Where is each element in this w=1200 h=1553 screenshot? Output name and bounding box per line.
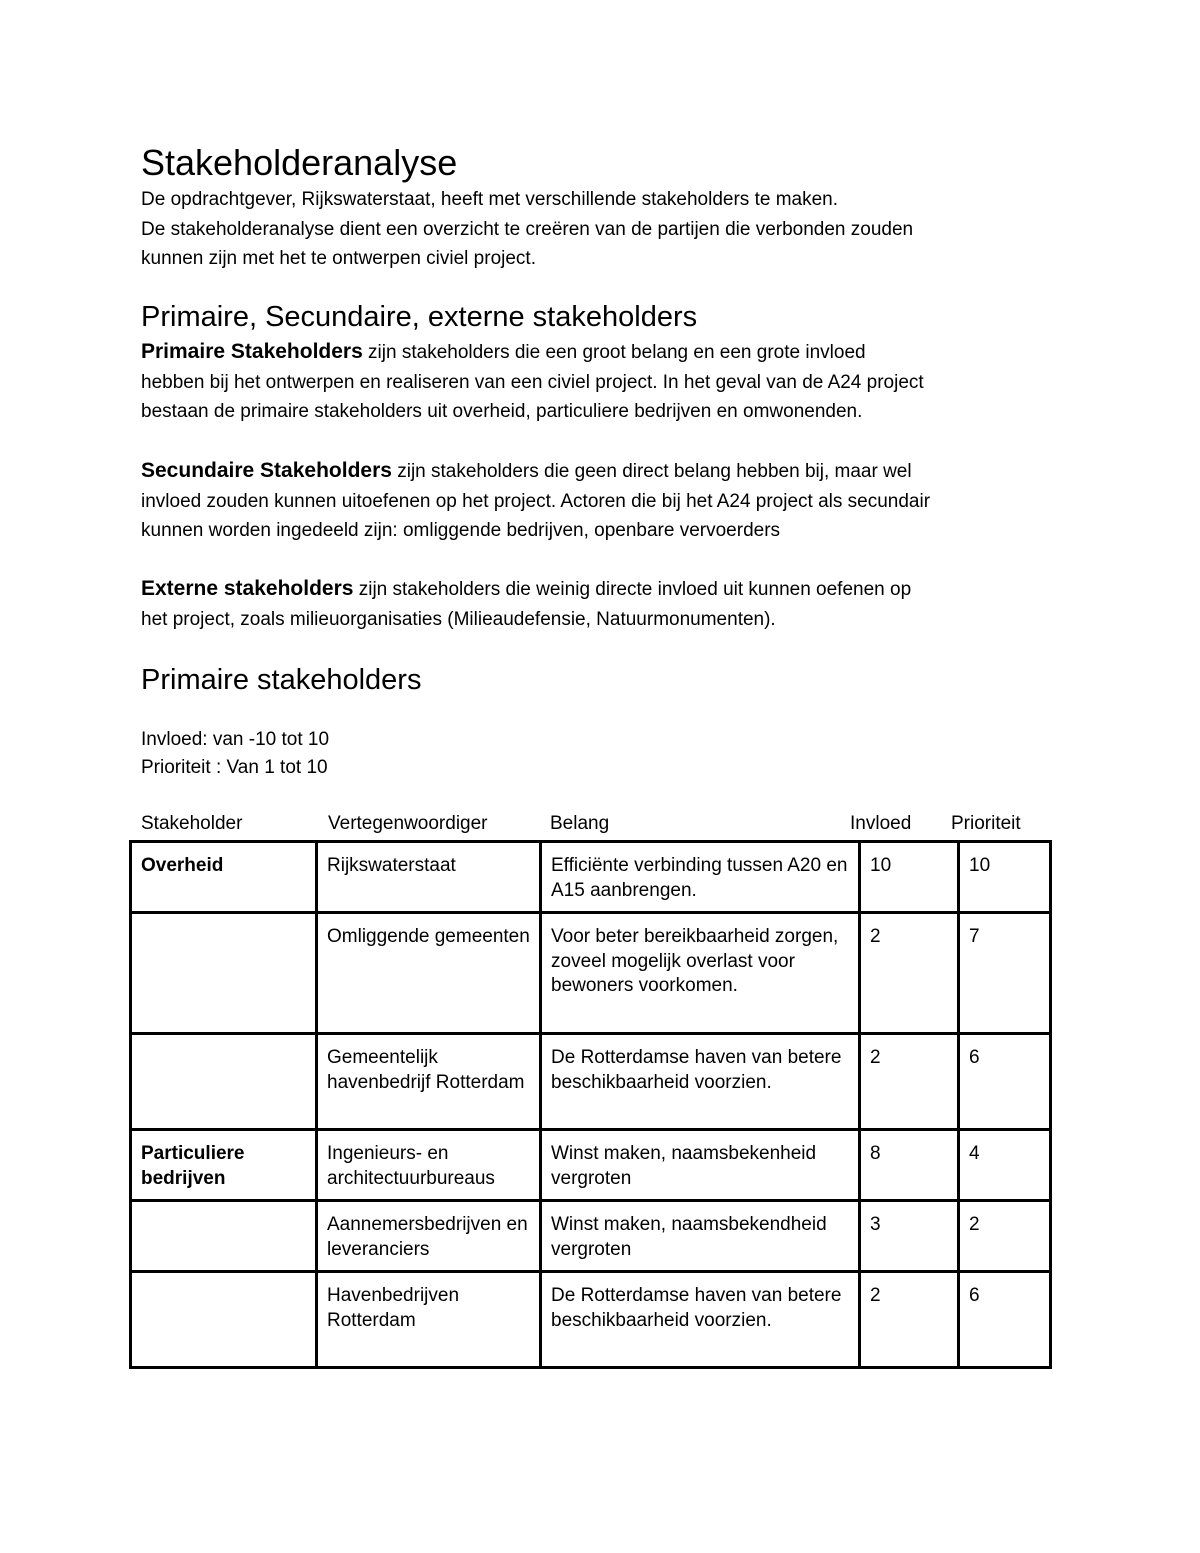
cell-vertegenwoordiger: Rijkswaterstaat <box>317 842 541 913</box>
cell-stakeholder-group <box>131 1201 317 1272</box>
cell-prioriteit: 4 <box>959 1130 1051 1201</box>
intro-line: kunnen zijn met het te ontwerpen civiel project. <box>141 248 536 269</box>
column-header-prioriteit: Prioriteit <box>951 813 1021 834</box>
cell-vertegenwoordiger: Gemeentelijk havenbedrijf Rotterdam <box>317 1034 541 1130</box>
table-row <box>131 1201 1051 1272</box>
paragraph-text: zijn stakeholders die een groot belang en een grote invloed <box>362 342 866 363</box>
table-row <box>131 1272 1051 1368</box>
cell-vertegenwoordiger: Aannemersbedrijven en leveranciers <box>317 1201 541 1272</box>
table-row <box>131 913 1051 1034</box>
cell-stakeholder-group <box>131 1034 317 1130</box>
cell-prioriteit: 6 <box>959 1034 1051 1130</box>
scale-invloed: Invloed: van -10 tot 10 <box>141 729 330 750</box>
cell-prioriteit: 10 <box>959 842 1051 913</box>
cell-stakeholder-group: Overheid <box>131 842 317 913</box>
table-row <box>131 1130 1051 1201</box>
cell-prioriteit: 2 <box>959 1201 1051 1272</box>
cell-vertegenwoordiger: Omliggende gemeenten <box>317 913 541 1034</box>
cell-prioriteit: 6 <box>959 1272 1051 1368</box>
cell-prioriteit: 7 <box>959 913 1051 1034</box>
cell-belang: Efficiënte verbinding tussen A20 en A15 aanbrengen. <box>541 842 860 913</box>
page-title: Stakeholderanalyse <box>141 142 458 183</box>
paragraph-text: zijn stakeholders die weinig directe invloed uit kunnen oefenen op <box>353 579 912 600</box>
cell-invloed: 3 <box>860 1201 959 1272</box>
cell-stakeholder-group <box>131 1272 317 1368</box>
paragraph-text: invloed zouden kunnen uitoefenen op het project. Actoren die bij het A24 project als secundair <box>141 490 931 512</box>
table-row <box>131 1034 1051 1130</box>
cell-invloed: 2 <box>860 913 959 1034</box>
intro-line: De stakeholderanalyse dient een overzicht te creëren van de partijen die verbonden zouden <box>141 218 914 240</box>
section-heading-primary-stakeholders: Primaire stakeholders <box>141 664 422 696</box>
cell-belang: De Rotterdamse haven van betere beschikbaarheid voorzien. <box>541 1034 860 1130</box>
cell-invloed: 10 <box>860 842 959 913</box>
column-header-vertegenwoordiger: Vertegenwoordiger <box>328 813 488 834</box>
cell-vertegenwoordiger: Havenbedrijven Rotterdam <box>317 1272 541 1368</box>
secondary-stakeholders-term: Secundaire Stakeholders <box>141 459 392 482</box>
intro-line: De opdrachtgever, Rijkswaterstaat, heeft met verschillende stakeholders te maken. <box>141 189 839 210</box>
cell-invloed: 2 <box>860 1272 959 1368</box>
column-header-stakeholder: Stakeholder <box>141 813 243 834</box>
primary-stakeholders-term: Primaire Stakeholders <box>141 340 363 363</box>
cell-stakeholder-group: Particuliere bedrijven <box>131 1130 317 1201</box>
cell-belang: Voor beter bereikbaarheid zorgen, zoveel mogelijk overlast voor bewoners voorkomen. <box>541 913 860 1034</box>
cell-belang: Winst maken, naamsbekendheid vergroten <box>541 1201 860 1272</box>
paragraph-text: het project, zoals milieuorganisaties (Milieaudefensie, Natuurmonumenten). <box>141 608 776 630</box>
cell-belang: De Rotterdamse haven van betere beschikbaarheid voorzien. <box>541 1272 860 1368</box>
paragraph-text: hebben bij het ontwerpen en realiseren van een civiel project. In het geval van de A24 project <box>141 371 924 393</box>
section-heading-stakeholder-types: Primaire, Secundaire, externe stakeholders <box>141 301 698 333</box>
cell-invloed: 8 <box>860 1130 959 1201</box>
column-header-invloed: Invloed <box>850 813 912 834</box>
paragraph-text: zijn stakeholders die geen direct belang hebben bij, maar wel <box>391 461 912 482</box>
cell-belang: Winst maken, naamsbekenheid vergroten <box>541 1130 860 1201</box>
column-header-belang: Belang <box>550 813 610 834</box>
secondary-stakeholders-paragraph <box>141 456 1061 546</box>
external-stakeholders-paragraph <box>141 574 1061 634</box>
paragraph-text: bestaan de primaire stakeholders uit overheid, particuliere bedrijven en omwonenden. <box>141 401 863 422</box>
cell-stakeholder-group <box>131 913 317 1034</box>
primary-stakeholders-paragraph <box>141 337 1061 427</box>
intro-paragraph <box>141 185 1061 274</box>
scale-prioriteit: Prioriteit : Van 1 tot 10 <box>141 757 328 778</box>
paragraph-text: kunnen worden ingedeeld zijn: omliggende bedrijven, openbare vervoerders <box>141 520 781 541</box>
stakeholder-table <box>129 840 1052 1369</box>
external-stakeholders-term: Externe stakeholders <box>141 577 354 600</box>
scale-legend <box>141 726 329 782</box>
table-row <box>131 842 1051 913</box>
cell-invloed: 2 <box>860 1034 959 1130</box>
cell-vertegenwoordiger: Ingenieurs- en architectuurbureaus <box>317 1130 541 1201</box>
